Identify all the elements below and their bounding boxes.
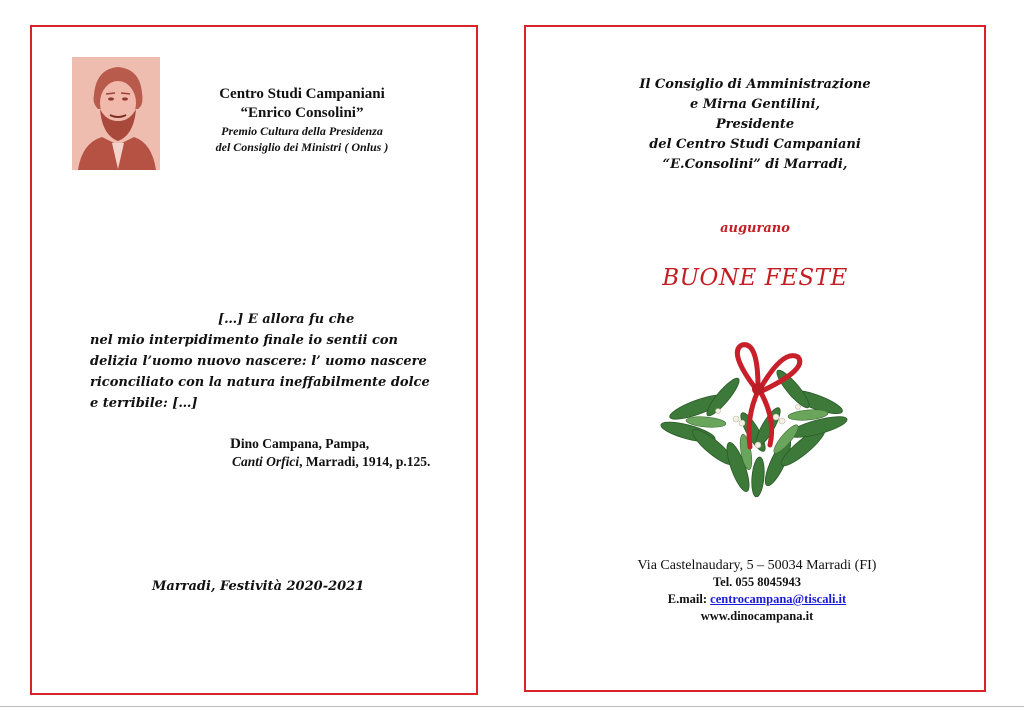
email-label: E.mail: [667,592,711,606]
organization-subtitle: “Enrico Consolini” [240,105,364,121]
contact-info [526,557,988,625]
quote-line-2: nel mio interpidimento finale io sentii con [90,333,399,348]
phone: Tel. 055 8045943 [712,575,802,589]
mistletoe-bow-illustration [658,327,854,497]
campana-quote [90,309,430,414]
work-details: , Marradi, 1914, p.125. [299,454,431,469]
council-line-4: del Centro Studi Campaniani [649,137,861,152]
prize-line-1: Premio Cultura della Presidenza [221,124,383,138]
right-page [524,25,986,692]
organization-name: Centro Studi Campaniani [219,86,385,102]
quote-line-5: e terribile: […] [90,396,198,411]
quote-line-4: riconciliato con la natura ineffabilmente dolce [90,375,430,390]
augurano-text: augurano [720,221,790,236]
page-bottom-divider [0,706,1024,707]
quote-line-1: […] E allora fu che [218,312,355,327]
place-date: Marradi, Festività 2020-2021 [152,579,365,594]
email-link[interactable]: centrocampana@tiscali.it [710,592,847,606]
quote-line-3: delizia l’uomo nuovo nascere: l’ uomo nascere [90,354,427,369]
author-name: ino Campana, Pampa, [240,436,370,451]
council-line-5: “E.Consolini” di Marradi, [662,157,848,172]
author-initial: D [230,436,241,452]
website: www.dinocampana.it [700,609,814,623]
council-line-1: Il Consiglio di Amministrazione [639,77,871,92]
quote-citation [230,435,470,471]
buone-feste-heading: BUONE FESTE [662,265,848,291]
council-line-2: e Mirna Gentilini, [690,97,820,112]
left-page [30,25,478,695]
organization-header [182,85,422,155]
work-title: Canti Orfici [232,454,300,469]
portrait-photo [72,57,160,170]
email-line [526,591,988,608]
council-line-3: Presidente [715,117,795,132]
address: Via Castelnaudary, 5 – 50034 Marradi (FI) [637,558,877,573]
council-greeting [526,75,984,175]
prize-line-2: del Consiglio dei Ministri ( Onlus ) [215,140,389,154]
